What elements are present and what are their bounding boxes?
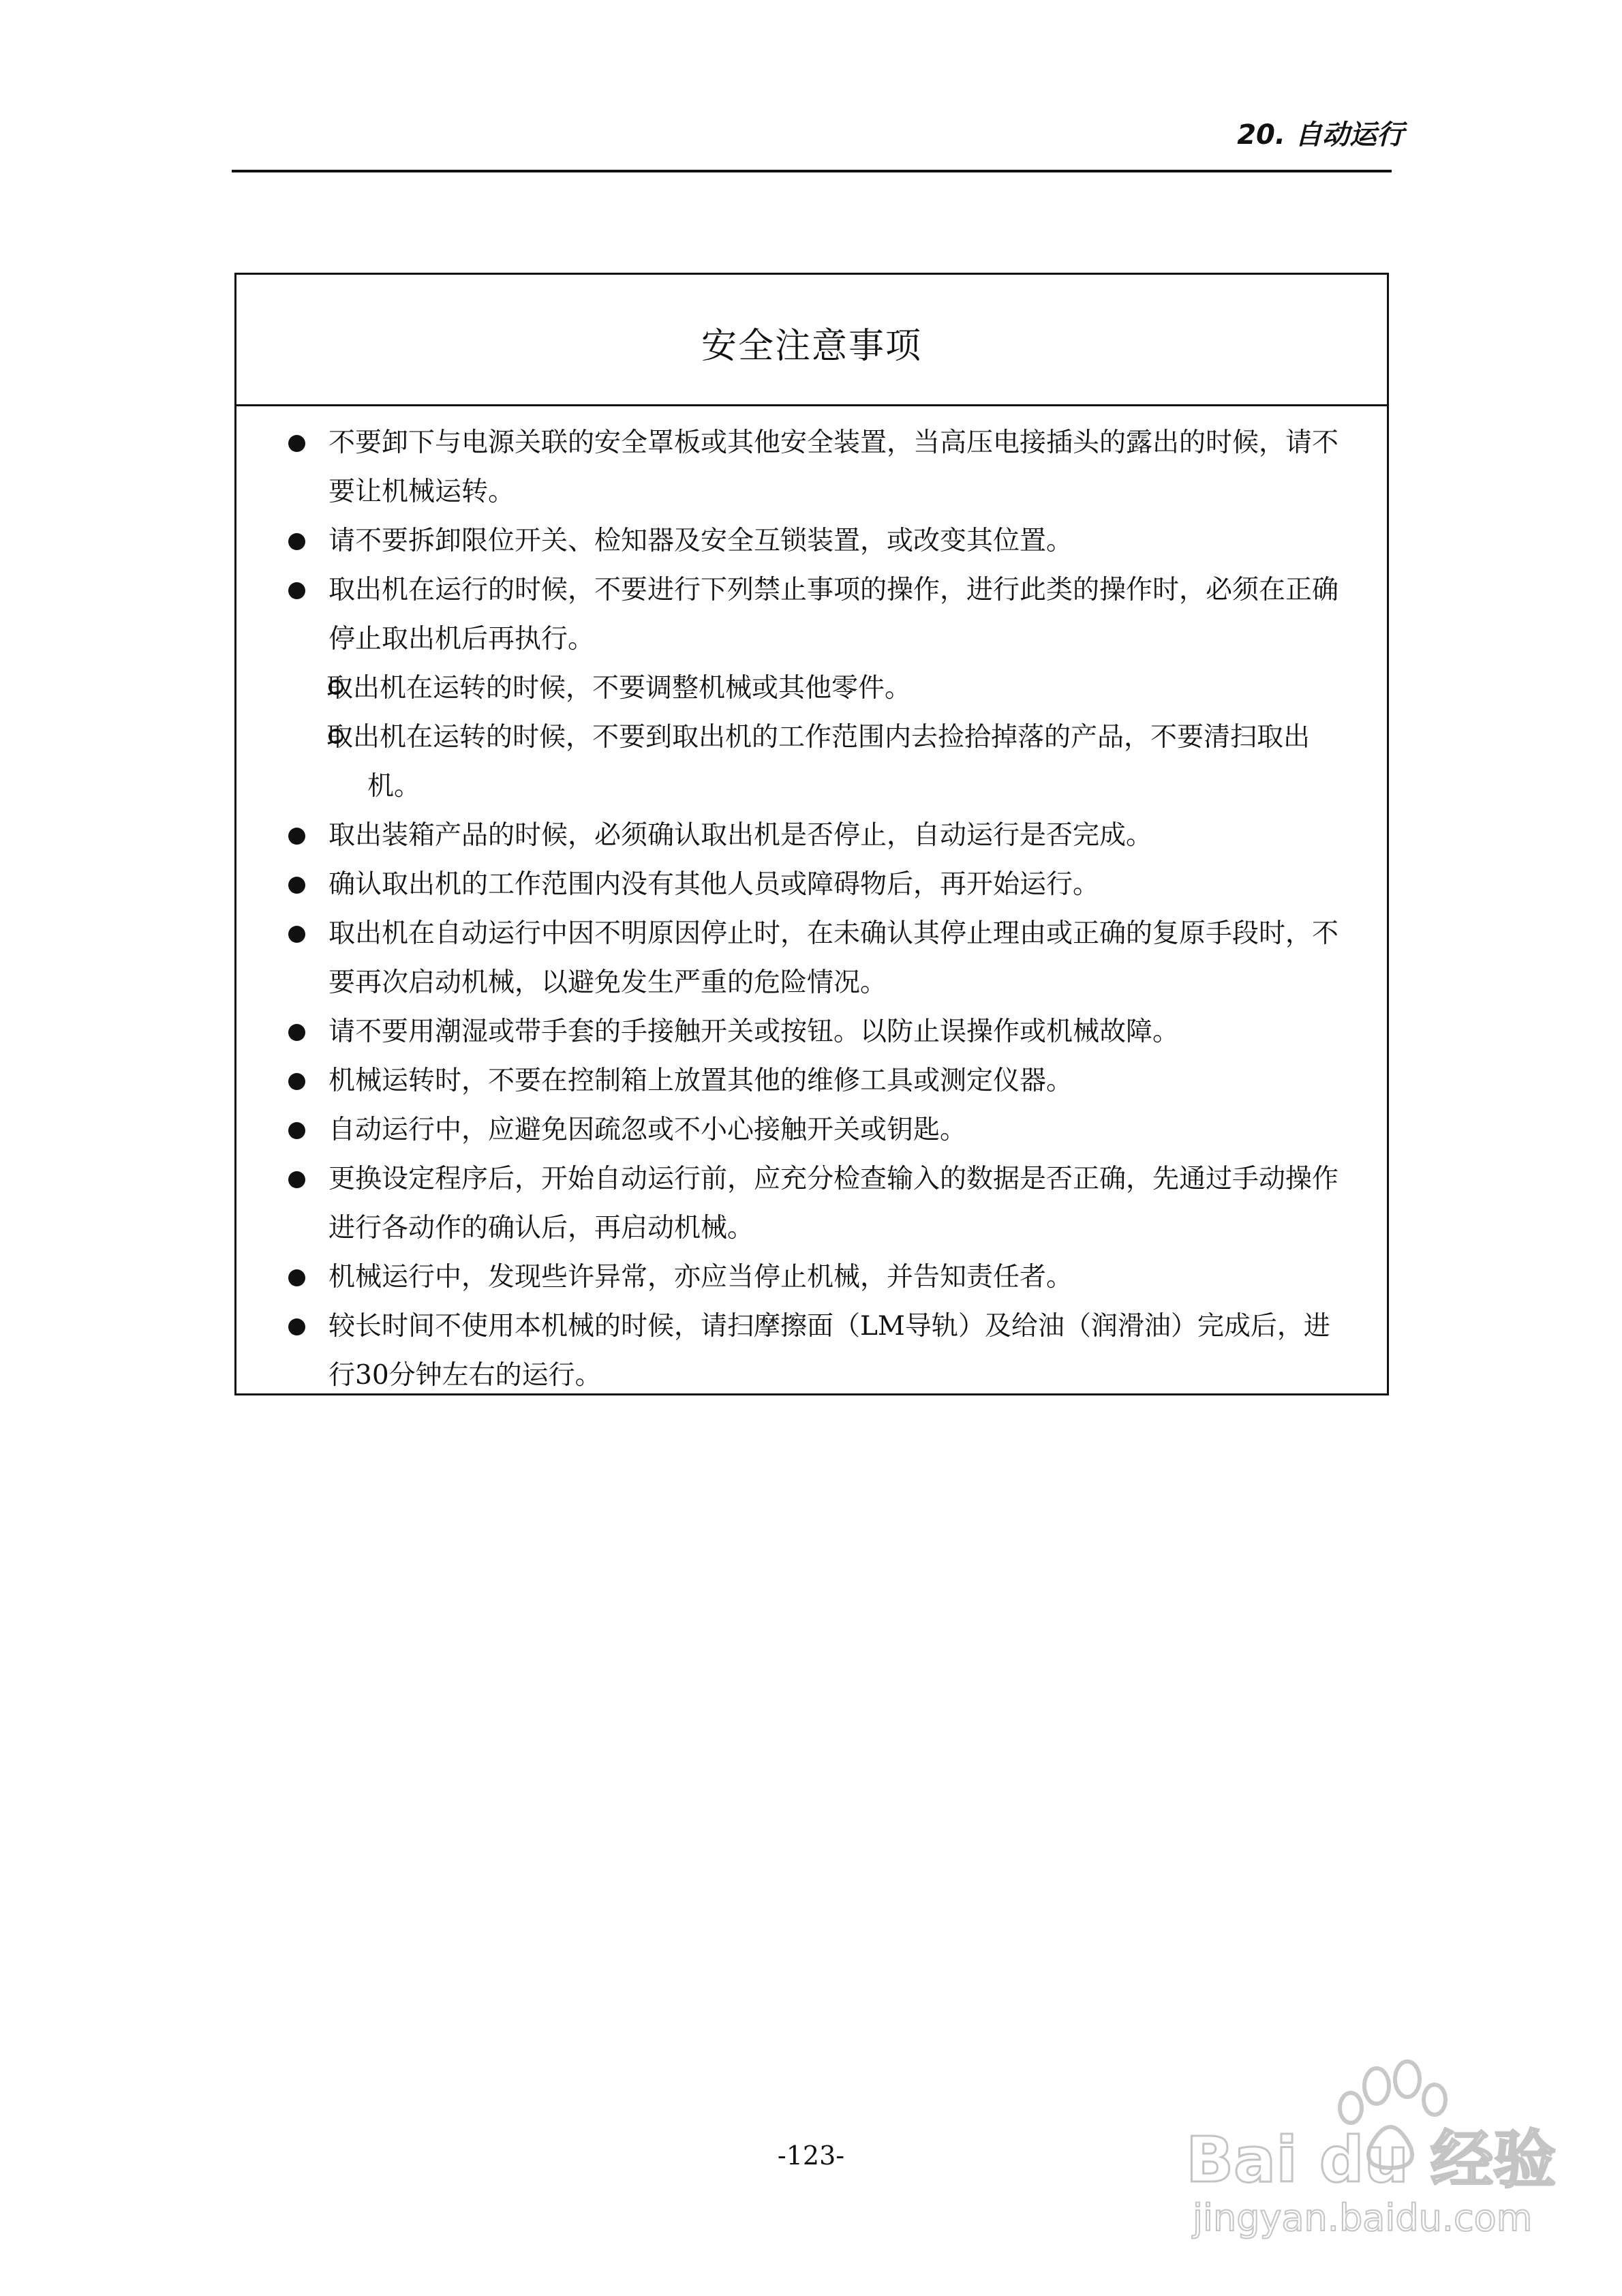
bullet-icon [288, 1122, 305, 1139]
watermark-brand: Bai du 经验 [1186, 2124, 1557, 2196]
list-item [236, 1008, 1351, 1057]
item-text: 确认取出机的工作范围内没有其他人员或障碍物后，再开始运行。 [328, 869, 1100, 900]
notice-title: 安全注意事项 [701, 325, 922, 367]
list-item [236, 419, 1351, 517]
bullet-icon [288, 877, 305, 894]
bullet-icon [288, 926, 305, 943]
bullet-icon [288, 435, 305, 452]
notice-title-band [236, 275, 1387, 406]
list-item [236, 1302, 1351, 1400]
hollow-circle-icon [328, 729, 343, 744]
bullet-icon [288, 1318, 305, 1335]
item-text: 请不要拆卸限位开关、检知器及安全互锁装置，或改变其位置。 [328, 526, 1073, 556]
item-text: 机械运行中，发现些许异常，亦应当停止机械，并告知责任者。 [328, 1262, 1073, 1293]
list-item [236, 860, 1351, 909]
item-text: 更换设定程序后，开始自动运行前，应充分检查输入的数据是否正确，先通过手动操作进行各动作的确认后，再启动机械。 [328, 1164, 1339, 1243]
bullet-icon [288, 1073, 305, 1090]
sub-item-text: 取出机在运转的时候，不要到取出机的工作范围内去捡拾掉落的产品，不要清扫取出机。 [326, 722, 1311, 802]
watermark-url: jingyan.baidu.com [1193, 2196, 1533, 2239]
header-rule [232, 170, 1392, 172]
baidu-jingyan-watermark [1172, 2045, 1581, 2250]
item-text: 取出机在自动运行中因不明原因停止时，在未确认其停止理由或正确的复原手段时，不要再次启动机械，以避免发生严重的危险情况。 [328, 918, 1339, 998]
item-text: 自动运行中，应避免因疏忽或不小心接触开关或钥匙。 [328, 1115, 967, 1145]
notice-list [236, 406, 1387, 1400]
item-text: 取出装箱产品的时候，必须确认取出机是否停止，自动运行是否完成。 [328, 820, 1153, 851]
running-header: 20. 自动运行 [1237, 119, 1404, 151]
item-text: 较长时间不使用本机械的时候，请扫摩擦面（LM导轨）及给油（润滑油）完成后，进行30分钟左右的运行。 [328, 1311, 1330, 1391]
bullet-icon [288, 1171, 305, 1188]
list-item [236, 1253, 1351, 1302]
safety-notice-box [234, 273, 1389, 1395]
list-item [236, 566, 1351, 664]
list-item [236, 517, 1351, 566]
bullet-icon [288, 1269, 305, 1286]
sub-list-item [236, 713, 1351, 811]
sub-list-item [236, 664, 1351, 713]
bullet-icon [288, 828, 305, 845]
item-text: 机械运转时，不要在控制箱上放置其他的维修工具或测定仪器。 [328, 1066, 1073, 1096]
item-text: 取出机在运行的时候，不要进行下列禁止事项的操作，进行此类的操作时，必须在正确停止取出机后再执行。 [328, 575, 1339, 654]
list-item [236, 811, 1351, 860]
item-text: 请不要用潮湿或带手套的手接触开关或按钮。以防止误操作或机械故障。 [328, 1016, 1180, 1047]
list-item [236, 1057, 1351, 1106]
sub-item-text: 取出机在运转的时候，不要调整机械或其他零件。 [326, 673, 912, 704]
list-item [236, 1106, 1351, 1155]
page-number: -123- [777, 2141, 845, 2171]
bullet-icon [288, 1024, 305, 1041]
bullet-icon [288, 582, 305, 599]
list-item [236, 909, 1351, 1008]
hollow-circle-icon [328, 680, 343, 695]
bullet-icon [288, 533, 305, 550]
item-text: 不要卸下与电源关联的安全罩板或其他安全装置，当高压电接插头的露出的时候，请不要让机械运转。 [328, 427, 1339, 507]
list-item [236, 1155, 1351, 1253]
